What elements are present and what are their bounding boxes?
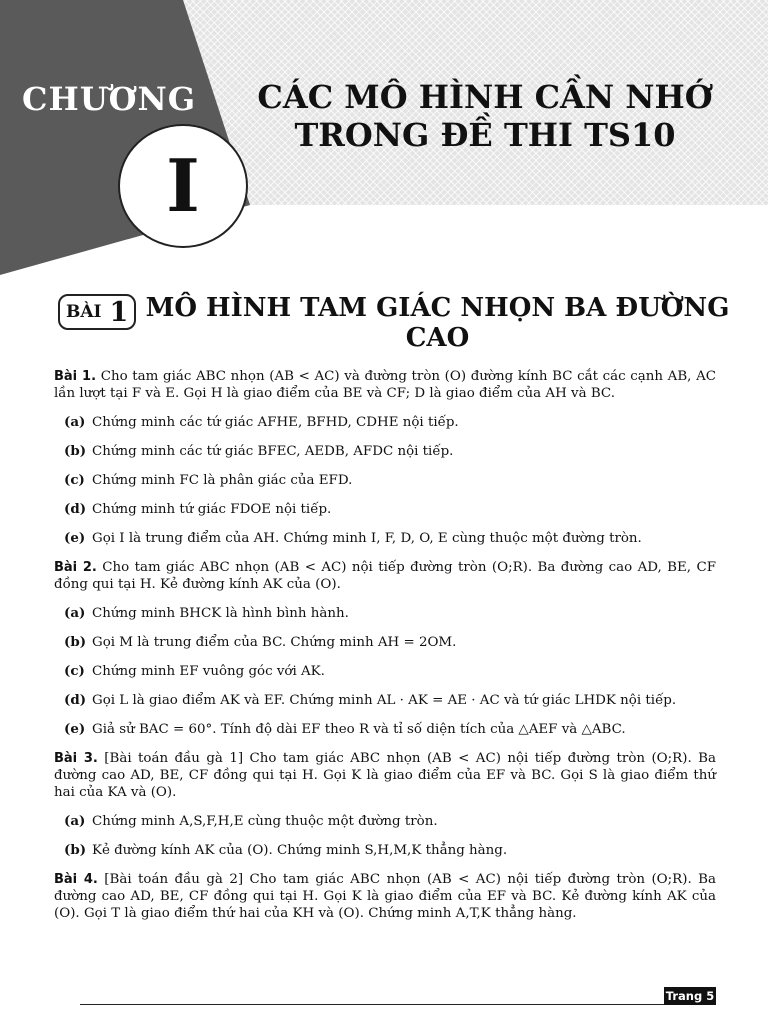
subquestion-label: (b) (64, 842, 87, 858)
subquestion-list (54, 813, 716, 859)
problem-label: Bài 2. (54, 560, 97, 575)
subquestion-text: Chứng minh EF vuông góc với AK. (92, 664, 325, 679)
lesson-badge (58, 294, 136, 330)
subquestion (64, 663, 716, 680)
chapter-title: CÁC MÔ HÌNH CẦN NHỚ TRONG ĐỀ THI TS10 (257, 78, 713, 154)
subquestion-text: Gọi L là giao điểm AK và EF. Chứng minh AL · AK = AE · AC và tứ giác LHDK nội tiếp. (92, 693, 677, 708)
subquestion (64, 530, 716, 547)
subquestion-text: Kẻ đường kính AK của (O). Chứng minh S,H,M,K thẳng hàng. (92, 843, 508, 858)
subquestion (64, 472, 716, 489)
problem-text: [Bài toán đầu gà 2] Cho tam giác ABC nhọn (AB < AC) nội tiếp đường tròn (O;R). Ba đường cao AD, BE, CF đồng qui tại H. Gọi K là giao điểm của EF và BC. Kẻ đường kính AK của (O). Gọi T là giao điểm thứ hai của KH và (O). Chứng minh A,T,K thẳng hàng. (54, 872, 716, 921)
subquestion-label: (e) (64, 721, 86, 737)
subquestion (64, 813, 716, 830)
subquestion (64, 721, 716, 738)
subquestion-text: Chứng minh BHCK là hình bình hành. (92, 606, 349, 621)
lesson-badge-word: BÀI (66, 302, 102, 322)
chapter-numeral: I (166, 143, 200, 228)
subquestion (64, 842, 716, 859)
subquestion-text: Chứng minh tứ giác FDOE nội tiếp. (92, 502, 332, 517)
subquestion-label: (d) (64, 501, 87, 517)
problem-text: Cho tam giác ABC nhọn (AB < AC) nội tiếp đường tròn (O;R). Ba đường cao AD, BE, CF đồng qui tại H. Kẻ đường kính AK của (O). (54, 560, 717, 592)
problem-text: Cho tam giác ABC nhọn (AB < AC) và đường tròn (O) đường kính BC cắt các cạnh AB, AC lần lượt tại F và E. Gọi H là giao điểm của BE và CF; D là giao điểm của AH và BC. (54, 369, 716, 401)
problem (54, 750, 716, 801)
subquestion (64, 443, 716, 460)
subquestion-text: Gọi I là trung điểm của AH. Chứng minh I, F, D, O, E cùng thuộc một đường tròn. (92, 531, 642, 546)
problem-label: Bài 1. (54, 369, 97, 384)
lesson-badge-number: 1 (109, 296, 129, 328)
subquestion-text: Chứng minh các tứ giác AFHE, BFHD, CDHE nội tiếp. (92, 415, 459, 430)
problem-label: Bài 4. (54, 872, 98, 887)
chapter-label: CHƯƠNG (22, 80, 197, 118)
problem (54, 368, 716, 402)
subquestion-label: (c) (64, 663, 85, 679)
problem-label: Bài 3. (54, 751, 98, 766)
chapter-number-circle (118, 124, 248, 248)
problem (54, 871, 716, 922)
subquestion (64, 605, 716, 622)
page-number: Trang 5 (665, 989, 715, 1003)
subquestion (64, 692, 716, 709)
subquestion-label: (b) (64, 443, 87, 459)
subquestion-text: Chứng minh các tứ giác BFEC, AEDB, AFDC nội tiếp. (92, 444, 454, 459)
subquestion-text: Giả sử BAC = 60°. Tính độ dài EF theo R và tỉ số diện tích của △AEF và △ABC. (92, 722, 626, 737)
subquestion-label: (c) (64, 472, 85, 488)
subquestion-label: (a) (64, 414, 86, 430)
subquestion-text: Chứng minh FC là phân giác của EFD. (92, 473, 353, 488)
subquestion-list (54, 605, 716, 738)
problem-text: [Bài toán đầu gà 1] Cho tam giác ABC nhọn (AB < AC) nội tiếp đường tròn (O;R). Ba đường cao AD, BE, CF đồng qui tại H. Gọi K là giao điểm của EF và BC. Gọi S là giao điểm thứ hai của KA và (O). (54, 751, 716, 800)
subquestion-text: Chứng minh A,S,F,H,E cùng thuộc một đường tròn. (92, 814, 438, 829)
problem (54, 559, 716, 593)
subquestion-label: (b) (64, 634, 87, 650)
subquestion-text: Gọi M là trung điểm của BC. Chứng minh AH = 2OM. (92, 635, 457, 650)
subquestion (64, 414, 716, 431)
subquestion-label: (a) (64, 813, 86, 829)
subquestion-label: (e) (64, 530, 86, 546)
subquestion-label: (d) (64, 692, 87, 708)
subquestion (64, 501, 716, 518)
problem-list (54, 368, 716, 922)
lesson-title: MÔ HÌNH TAM GIÁC NHỌN BA ĐƯỜNG CAO (145, 293, 730, 353)
footer-rule (80, 1004, 664, 1005)
subquestion (64, 634, 716, 651)
subquestion-list (54, 414, 716, 547)
subquestion-label: (a) (64, 605, 86, 621)
